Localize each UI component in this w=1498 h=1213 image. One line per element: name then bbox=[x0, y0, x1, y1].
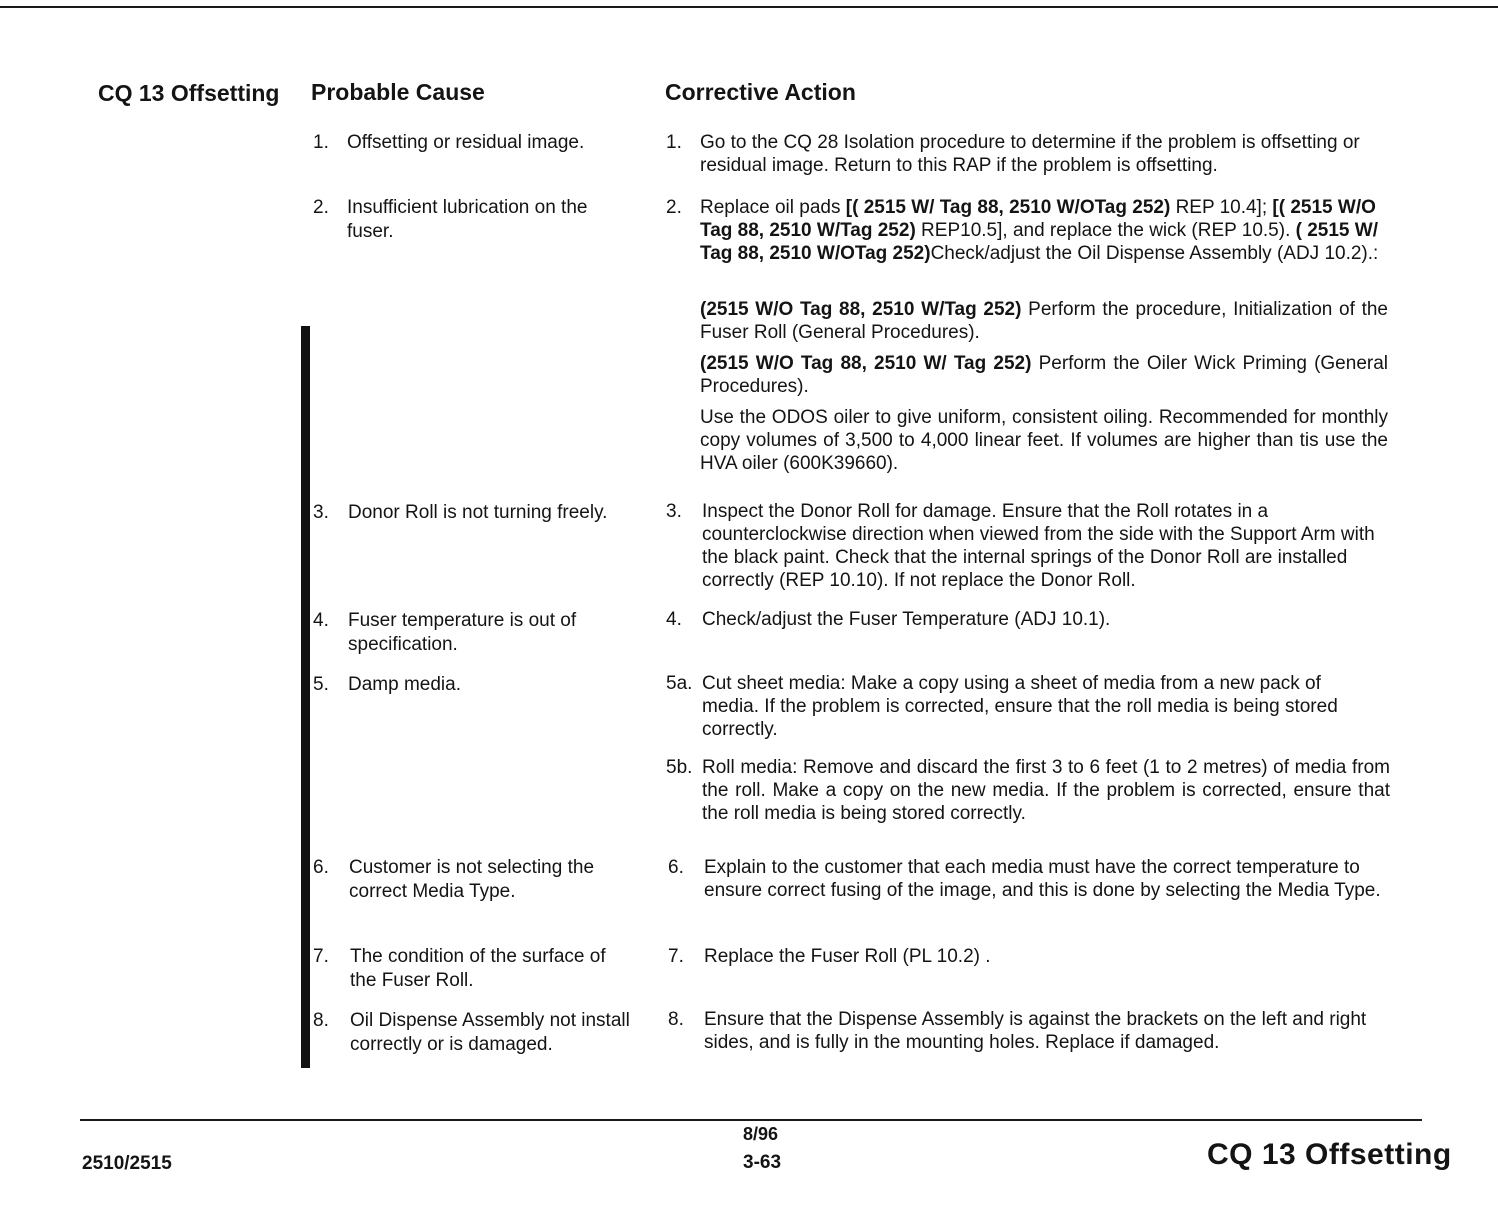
cause-number: 2. bbox=[313, 197, 329, 218]
action-item-2-sub-2 bbox=[700, 352, 1388, 398]
action-text: Check/adjust the Fuser Temperature (ADJ 10.1). bbox=[702, 609, 1111, 630]
action-number: 7. bbox=[668, 946, 684, 967]
action-text: Replace the Fuser Roll (PL 10.2) . bbox=[704, 946, 991, 967]
action-text-part: REP 10.4]; bbox=[1170, 197, 1273, 218]
action-number: 3. bbox=[666, 501, 682, 522]
action-item-3 bbox=[666, 500, 1376, 592]
cause-text: Insufficient lubrication on the fuser. bbox=[347, 197, 588, 242]
action-text: Inspect the Donor Roll for damage. Ensure that the Roll rotates in a counterclockwise direction when viewed from the side with the Support Arm with the black paint. Check that the internal springs of the Donor Roll are installed correctly (REP 10.10). If not replace the Donor Roll. bbox=[702, 501, 1375, 591]
top-rule bbox=[0, 6, 1498, 8]
action-item-1 bbox=[666, 131, 1386, 177]
action-item-8 bbox=[668, 1008, 1368, 1054]
section-title: CQ 13 Offsetting bbox=[98, 80, 280, 106]
cause-number: 1. bbox=[313, 132, 329, 153]
action-text-part: Use the ODOS oiler to give uniform, consistent oiling. Recommended for monthly copy volumes of 3,500 to 4,000 linear feet. If volumes are higher than tis use the HVA oiler (600K39660). bbox=[700, 407, 1388, 474]
footer-rule bbox=[80, 1119, 1422, 1121]
cause-item-8 bbox=[313, 1009, 633, 1057]
action-number: 8. bbox=[668, 1009, 684, 1030]
action-text-part: Check/adjust the Oil Dispense Assembly (ADJ 10.2).: bbox=[930, 243, 1379, 264]
cause-number: 3. bbox=[313, 502, 329, 523]
action-text bbox=[700, 196, 1388, 265]
action-number: 6. bbox=[668, 857, 684, 878]
probable-cause-heading: Probable Cause bbox=[311, 79, 485, 105]
action-text-bold: (2515 W/O Tag 88, 2510 W/ Tag 252) bbox=[700, 353, 1032, 374]
action-text-part: Perform the procedure, Initialization of the Fuser Roll (General Procedures). bbox=[700, 299, 1388, 343]
action-item-2-sub-1 bbox=[700, 298, 1388, 344]
action-item-5a bbox=[666, 672, 1366, 741]
cause-item-1 bbox=[313, 131, 633, 155]
action-text: Explain to the customer that each media must have the correct temperature to ensure correct fusing of the image, and this is done by selecting the Media Type. bbox=[704, 857, 1381, 901]
cause-text: The condition of the surface of the Fuser Roll. bbox=[350, 946, 606, 991]
action-number: 5a. bbox=[666, 673, 693, 694]
action-number: 2. bbox=[666, 197, 682, 218]
action-number: 1. bbox=[666, 132, 682, 153]
action-item-2 bbox=[666, 196, 1388, 265]
cause-number: 5. bbox=[313, 674, 329, 695]
action-text: Roll media: Remove and discard the first 3 to 6 feet (1 to 2 metres) of media from the roll. Make a copy on the new media. If the problem is corrected, ensure that the roll media is being stored correctly. bbox=[702, 757, 1390, 824]
cause-item-5 bbox=[313, 673, 633, 697]
action-text: Ensure that the Dispense Assembly is against the brackets on the left and right sides, and is fully in the mounting holes. Replace if damaged. bbox=[704, 1009, 1367, 1053]
cause-item-6 bbox=[313, 856, 633, 904]
action-number: 5b. bbox=[666, 757, 693, 778]
cause-item-4 bbox=[313, 609, 633, 657]
footer-model: 2510/2515 bbox=[82, 1153, 172, 1174]
cause-text: Damp media. bbox=[348, 674, 461, 695]
action-item-6 bbox=[668, 856, 1384, 902]
action-text-bold: [( 2515 W/ Tag 88, 2510 W/OTag 252) bbox=[845, 197, 1171, 218]
action-item-7 bbox=[668, 945, 1384, 968]
action-text-part: Perform the Oiler Wick Priming (General Procedures). bbox=[700, 353, 1388, 397]
action-item-5b bbox=[666, 756, 1390, 825]
cause-text: Fuser temperature is out of specification. bbox=[348, 610, 577, 655]
action-number: 4. bbox=[666, 609, 682, 630]
action-text-bold: (2515 W/O Tag 88, 2510 W/Tag 252) bbox=[700, 299, 1022, 320]
cause-item-2 bbox=[313, 196, 633, 244]
cause-number: 7. bbox=[313, 946, 329, 967]
action-text-bold: [( 2515 W/O Tag 88, 2510 W/Tag 252) bbox=[700, 197, 1376, 241]
cause-item-7 bbox=[313, 945, 633, 993]
cause-text: Customer is not selecting the correct Media Type. bbox=[349, 857, 595, 902]
cause-number: 8. bbox=[313, 1010, 329, 1031]
action-item-2-sub-3 bbox=[700, 406, 1388, 475]
cause-item-3 bbox=[313, 501, 643, 525]
action-item-4 bbox=[666, 608, 1376, 631]
cause-number: 6. bbox=[313, 857, 329, 878]
action-text-part: Replace oil pads bbox=[700, 197, 846, 218]
footer-page-number: 3-63 bbox=[743, 1152, 782, 1173]
cause-text: Oil Dispense Assembly not install correctly or is damaged. bbox=[350, 1010, 630, 1055]
footer-date: 8/96 bbox=[743, 1124, 779, 1144]
corrective-action-heading: Corrective Action bbox=[665, 79, 856, 105]
footer-section-title: CQ 13 Offsetting bbox=[1207, 1138, 1452, 1171]
cause-number: 4. bbox=[313, 610, 329, 631]
action-text: Cut sheet media: Make a copy using a sheet of media from a new pack of media. If the problem is corrected, ensure that the roll media is being stored correctly. bbox=[702, 673, 1338, 740]
action-text-part: REP10.5], and replace the wick (REP 10.5). bbox=[915, 220, 1296, 241]
revision-change-bar bbox=[301, 326, 310, 1068]
cause-text: Offsetting or residual image. bbox=[347, 132, 585, 153]
cause-text: Donor Roll is not turning freely. bbox=[348, 502, 608, 523]
action-text: Go to the CQ 28 Isolation procedure to determine if the problem is offsetting or residual image. Return to this RAP if the problem is offsetting. bbox=[700, 132, 1360, 176]
action-text-bold: ( 2515 W/ Tag 88, 2510 W/OTag 252) bbox=[700, 220, 1378, 264]
